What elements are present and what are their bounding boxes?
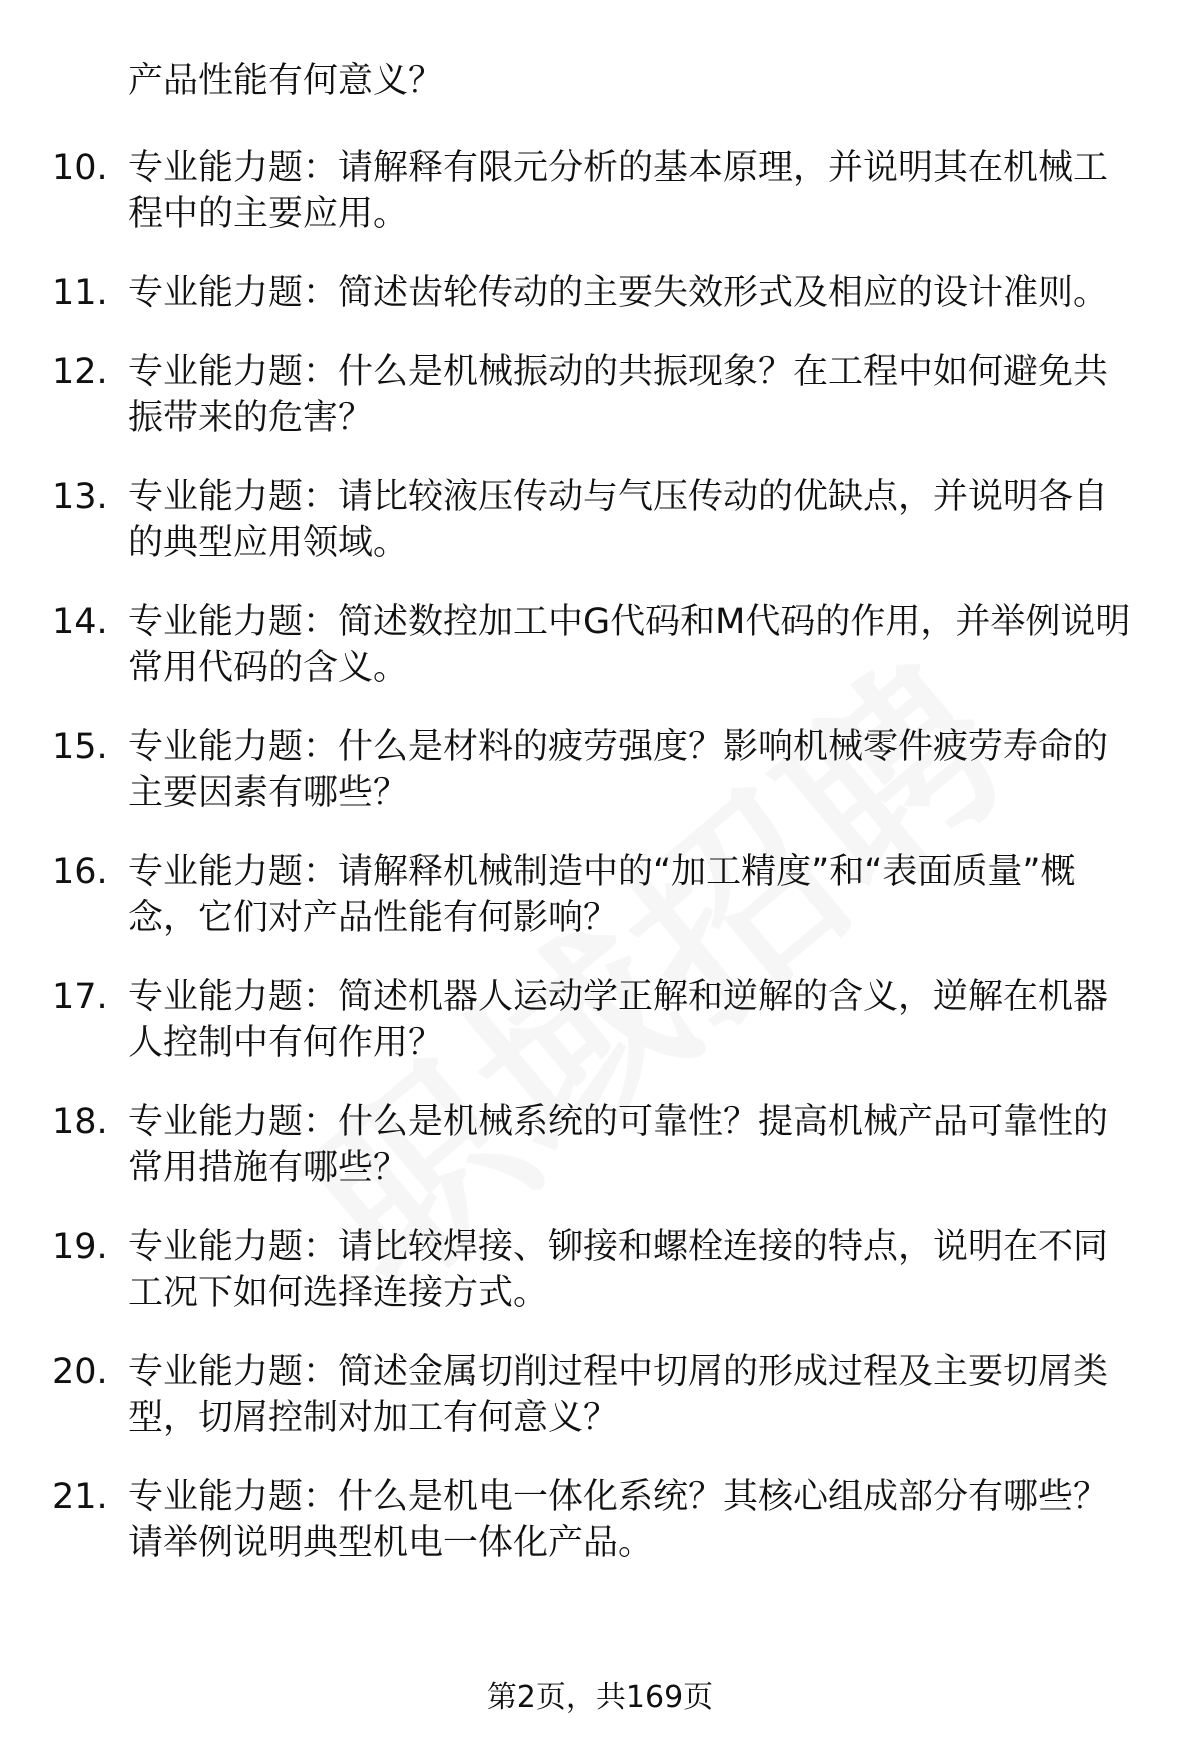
question-number: 14. <box>52 602 108 642</box>
question-list <box>0 145 1200 1599</box>
question-text: 专业能力题：什么是材料的疲劳强度？影响机械零件疲劳寿命的主要因素有哪些？ <box>128 727 1109 813</box>
page-number-footer: 第2页，共169页 <box>486 1680 714 1715</box>
question-item <box>0 849 1140 941</box>
question-text: 专业能力题：请比较焊接、铆接和螺栓连接的特点，说明在不同工况下如何选择连接方式。 <box>128 1227 1109 1313</box>
question-text: 专业能力题：请比较液压传动与气压传动的优缺点，并说明各自的典型应用领域。 <box>128 477 1109 563</box>
question-number: 13. <box>52 477 108 517</box>
question-text: 专业能力题：什么是机械振动的共振现象？在工程中如何避免共振带来的危害？ <box>128 352 1109 438</box>
continued-question-text: 产品性能有何意义？ <box>128 61 444 101</box>
question-item <box>0 474 1140 566</box>
question-item <box>0 270 1140 316</box>
question-item <box>0 599 1140 691</box>
question-text: 专业能力题：简述齿轮传动的主要失效形式及相应的设计准则。 <box>128 273 1109 313</box>
question-number: 16. <box>52 852 108 892</box>
question-item <box>0 145 1140 237</box>
question-item <box>0 1224 1140 1316</box>
question-item <box>0 349 1140 441</box>
question-item <box>0 724 1140 816</box>
question-text: 专业能力题：请解释机械制造中的“加工精度”和“表面质量”概念，它们对产品性能有何影响？ <box>128 852 1076 938</box>
question-text: 专业能力题：请解释有限元分析的基本原理，并说明其在机械工程中的主要应用。 <box>128 148 1109 234</box>
question-number: 20. <box>52 1352 108 1392</box>
question-item <box>0 1349 1140 1441</box>
question-text: 专业能力题：简述数控加工中G代码和M代码的作用，并举例说明常用代码的含义。 <box>128 602 1131 688</box>
question-item <box>0 974 1140 1066</box>
question-text: 专业能力题：简述金属切削过程中切屑的形成过程及主要切屑类型，切屑控制对加工有何意义？ <box>128 1352 1109 1438</box>
question-number: 10. <box>52 148 108 188</box>
question-text: 专业能力题：简述机器人运动学正解和逆解的含义，逆解在机器人控制中有何作用？ <box>128 977 1109 1063</box>
question-number: 18. <box>52 1102 108 1142</box>
question-number: 19. <box>52 1227 108 1267</box>
question-text: 专业能力题：什么是机械系统的可靠性？提高机械产品可靠性的常用措施有哪些？ <box>128 1102 1109 1188</box>
question-number: 21. <box>52 1477 108 1517</box>
question-text: 专业能力题：什么是机电一体化系统？其核心组成部分有哪些？请举例说明典型机电一体化产品。 <box>128 1477 1109 1563</box>
question-item <box>0 1474 1140 1566</box>
question-number: 15. <box>52 727 108 767</box>
question-number: 12. <box>52 352 108 392</box>
question-number: 11. <box>52 273 108 313</box>
question-number: 17. <box>52 977 108 1017</box>
question-item <box>0 1099 1140 1191</box>
